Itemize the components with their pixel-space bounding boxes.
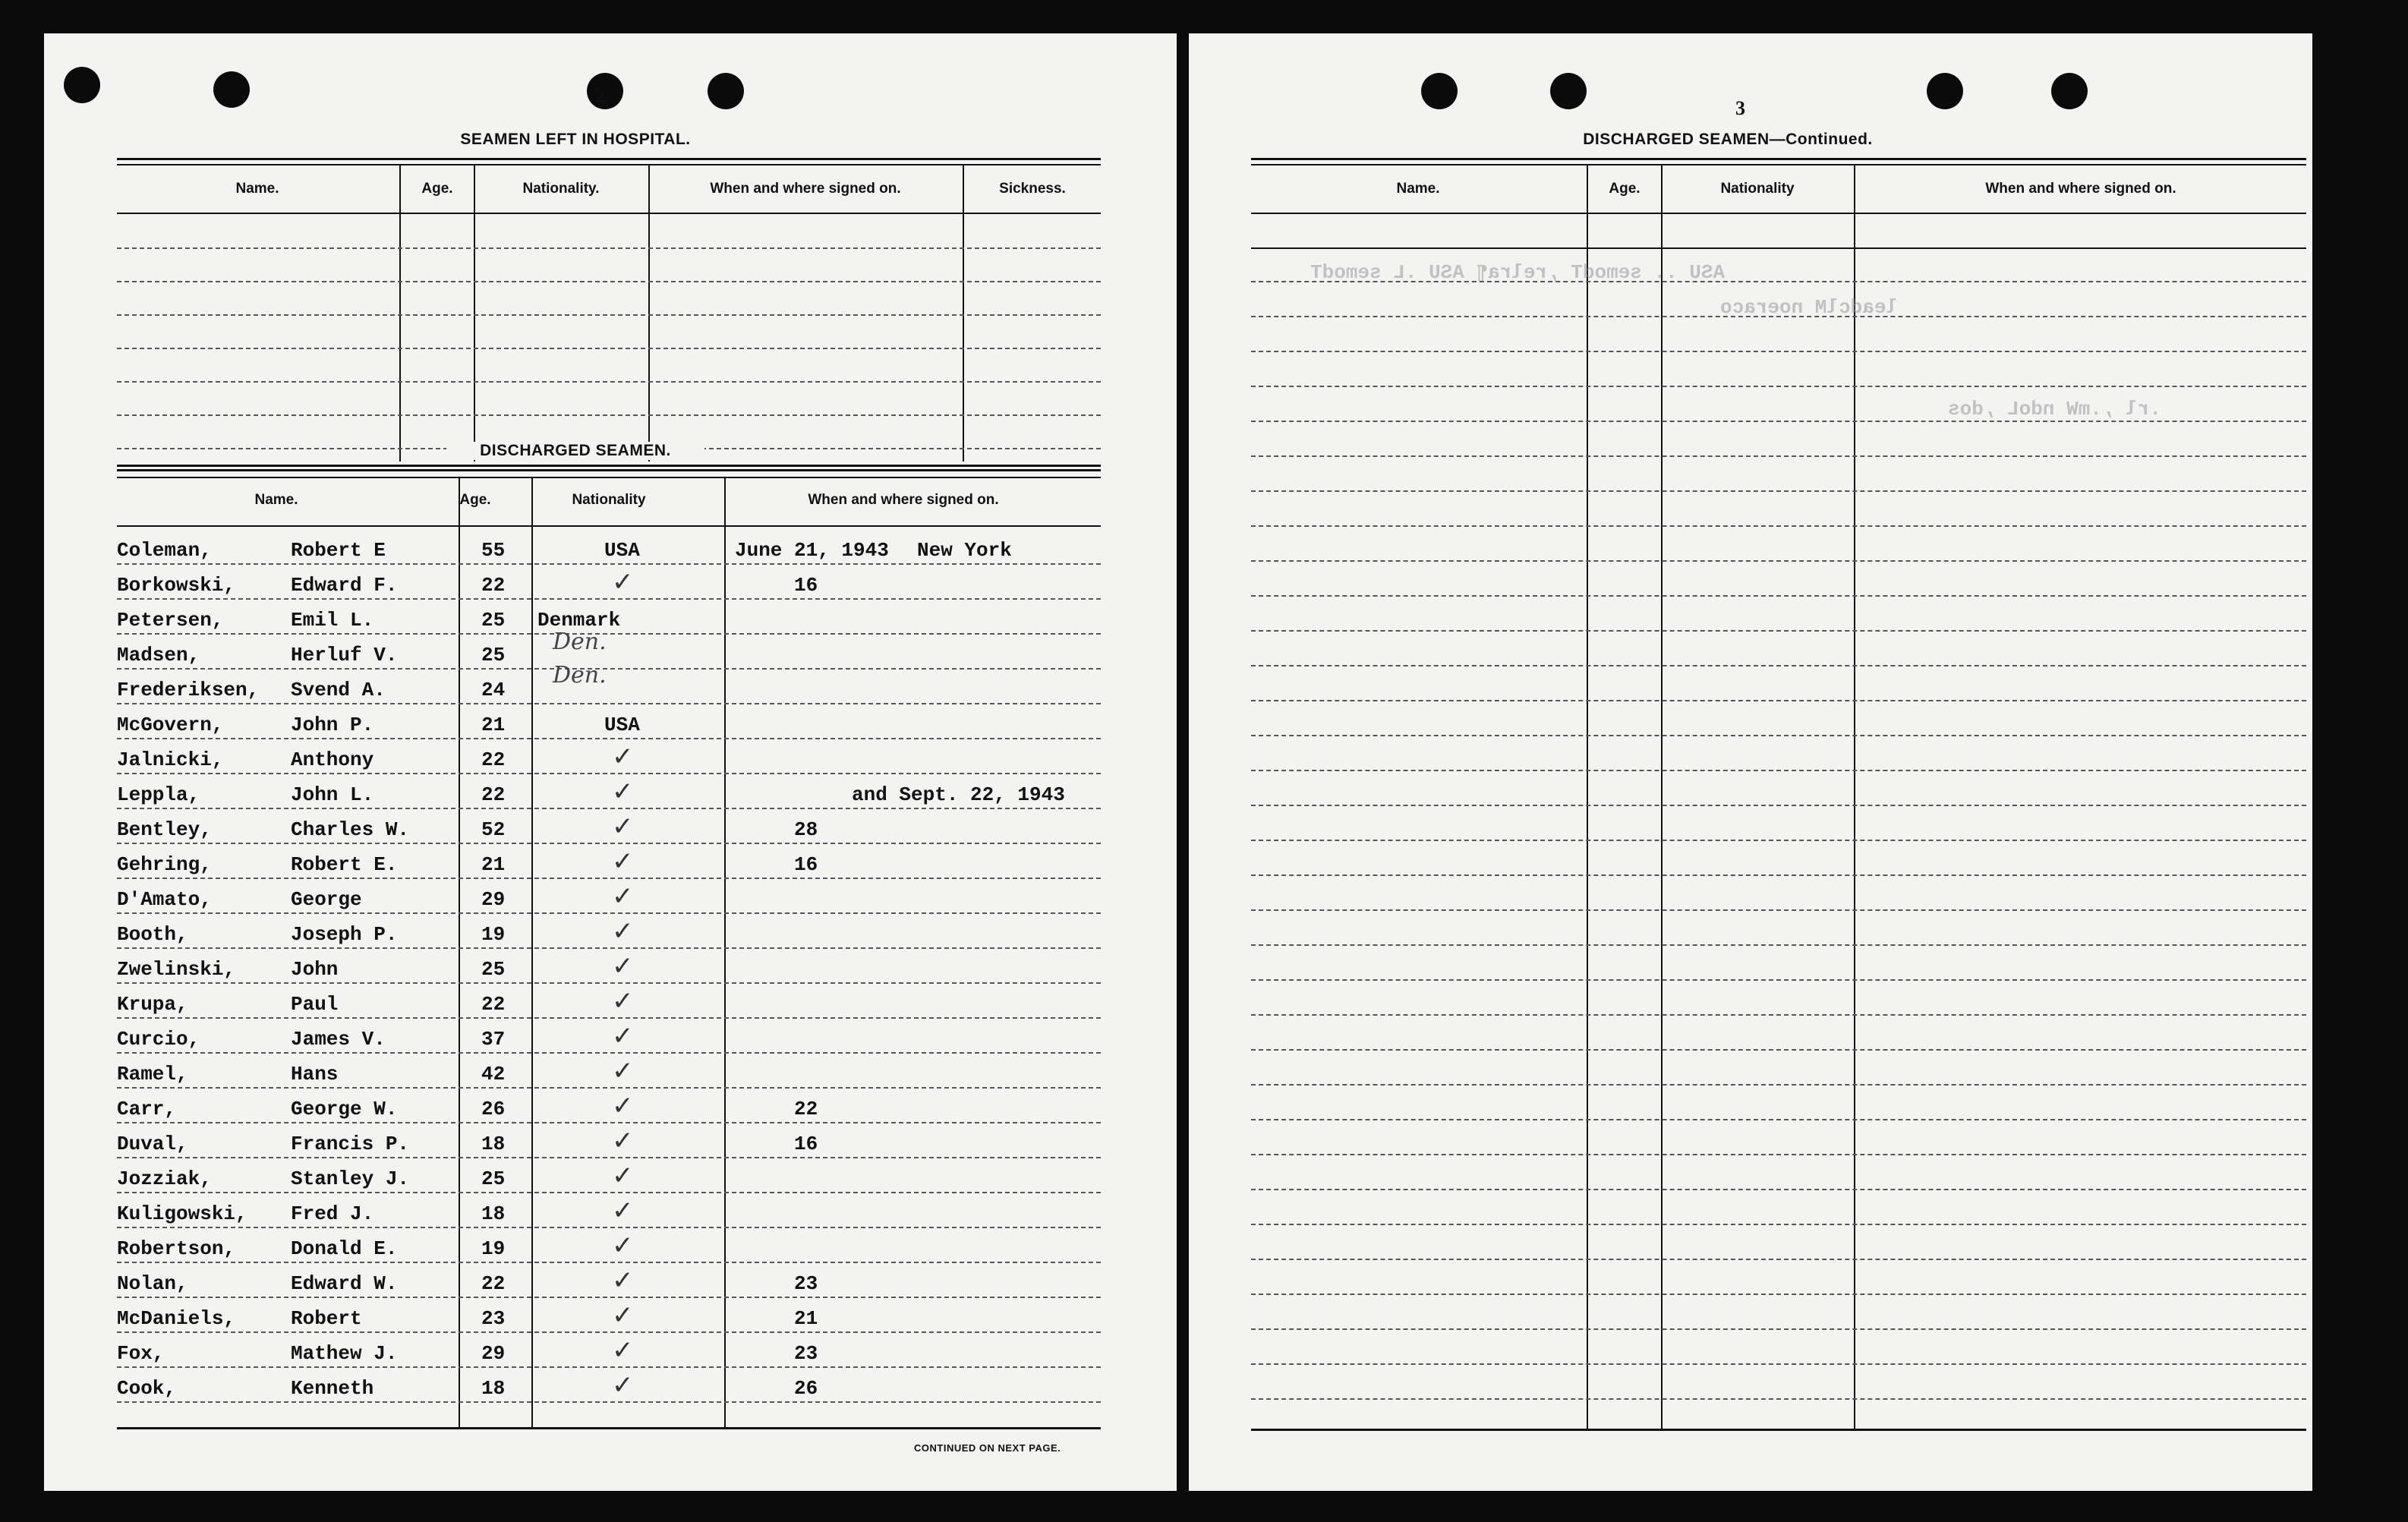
surname: Bentley,: [117, 818, 212, 841]
signed-on: 16: [794, 574, 818, 597]
continued-col-nationality: Nationality: [1720, 181, 1795, 197]
age: 22: [481, 783, 506, 806]
check-mark: ✓: [612, 1091, 634, 1121]
given-name: John P.: [291, 714, 374, 736]
check-mark: ✓: [612, 1300, 634, 1331]
surname: Zwelinski,: [117, 958, 236, 981]
given-name: Svend A.: [291, 679, 386, 701]
age: 55: [481, 539, 506, 562]
check-mark: ✓: [612, 777, 634, 807]
hospital-col-sickness: Sickness.: [999, 181, 1066, 197]
age: 25: [481, 644, 506, 666]
age: 29: [481, 1342, 506, 1365]
discharged-col-signed-on: When and where signed on.: [808, 492, 999, 508]
check-mark: ✓: [612, 1335, 634, 1366]
discharged-col-name: Name.: [254, 492, 298, 508]
discharged-col-nationality: Nationality: [572, 492, 646, 508]
signed-on: 22: [794, 1098, 818, 1120]
age: 25: [481, 958, 506, 981]
punch-hole: [2051, 73, 2088, 109]
signed-on: 23: [794, 1342, 818, 1365]
discharged-col-age: Age.: [459, 492, 491, 508]
signed-on: and Sept. 22, 1943: [852, 783, 1065, 806]
check-mark: ✓: [612, 567, 634, 597]
hospital-col-age: Age.: [421, 181, 453, 197]
surname: McDaniels,: [117, 1307, 236, 1330]
given-name: Hans: [291, 1063, 339, 1086]
given-name: Edward W.: [291, 1272, 398, 1295]
age: 21: [481, 853, 506, 876]
surname: Robertson,: [117, 1237, 236, 1260]
page-number: 3: [1735, 97, 1745, 119]
surname: Duval,: [117, 1133, 188, 1155]
given-name: Emil L.: [291, 609, 374, 632]
given-name: Robert E: [291, 539, 386, 562]
age: 25: [481, 1167, 506, 1190]
age: 22: [481, 993, 506, 1016]
surname: Petersen,: [117, 609, 224, 632]
page-number: 2: [595, 85, 605, 107]
hospital-col-nationality: Nationality.: [522, 181, 600, 197]
hospital-section-title: SEAMEN LEFT IN HOSPITAL.: [460, 131, 691, 148]
age: 42: [481, 1063, 506, 1086]
punch-hole: [1421, 73, 1458, 109]
age: 19: [481, 923, 506, 946]
check-mark: ✓: [612, 881, 634, 912]
age: 37: [481, 1028, 506, 1051]
age: 18: [481, 1377, 506, 1400]
given-name: Francis P.: [291, 1133, 410, 1155]
surname: Ramel,: [117, 1063, 188, 1086]
continued-col-name: Name.: [1396, 181, 1440, 197]
given-name: Donald E.: [291, 1237, 398, 1260]
given-name: Fred J.: [291, 1202, 374, 1225]
surname: Madsen,: [117, 644, 200, 666]
continued-section-title: DISCHARGED SEAMEN—Continued.: [1583, 131, 1873, 148]
given-name: Robert: [291, 1307, 362, 1330]
surname: Cook,: [117, 1377, 177, 1400]
nationality: USA: [604, 714, 640, 736]
hospital-col-signed-on: When and where signed on.: [710, 181, 901, 197]
check-mark: ✓: [612, 1056, 634, 1086]
surname: D'Amato,: [117, 888, 212, 911]
nationality: USA: [604, 539, 640, 562]
continued-col-age: Age.: [1609, 181, 1641, 197]
surname: Borkowski,: [117, 574, 236, 597]
surname: Kuligowski,: [117, 1202, 247, 1225]
bleed-through-text: ASU .. semodT ,relra¶ ASU .L semodT: [1310, 261, 1726, 284]
check-mark: ✓: [612, 1196, 634, 1226]
surname: Fox,: [117, 1342, 165, 1365]
given-name: Edward F.: [291, 574, 398, 597]
check-mark: ✓: [612, 1021, 634, 1051]
signed-on-place: New York: [917, 539, 1012, 562]
punch-hole: [64, 67, 100, 103]
age: 18: [481, 1133, 506, 1155]
given-name: John: [291, 958, 339, 981]
continued-col-signed-on: When and where signed on.: [1985, 181, 2176, 197]
left-page: [44, 33, 1177, 1491]
age: 22: [481, 574, 506, 597]
given-name: Stanley J.: [291, 1167, 410, 1190]
check-mark: ✓: [612, 1370, 634, 1401]
surname: Coleman,: [117, 539, 212, 562]
given-name: John L.: [291, 783, 374, 806]
given-name: Robert E.: [291, 853, 398, 876]
surname: Gehring,: [117, 853, 212, 876]
signed-on: 16: [794, 1133, 818, 1155]
given-name: Anthony: [291, 748, 374, 771]
punch-hole: [1927, 73, 1963, 109]
age: 52: [481, 818, 506, 841]
signed-on: 23: [794, 1272, 818, 1295]
given-name: Charles W.: [291, 818, 410, 841]
check-mark: ✓: [612, 811, 634, 842]
signed-on: 21: [794, 1307, 818, 1330]
age: 25: [481, 609, 506, 632]
hospital-col-name: Name.: [235, 181, 279, 197]
surname: Jozziak,: [117, 1167, 212, 1190]
punch-hole: [708, 73, 744, 109]
age: 26: [481, 1098, 506, 1120]
given-name: Paul: [291, 993, 339, 1016]
age: 24: [481, 679, 506, 701]
surname: Leppla,: [117, 783, 200, 806]
check-mark: ✓: [612, 986, 634, 1016]
surname: Booth,: [117, 923, 188, 946]
surname: Curcio,: [117, 1028, 200, 1051]
age: 22: [481, 748, 506, 771]
bleed-through-text: leadclM noeraco: [1720, 296, 1899, 319]
check-mark: ✓: [612, 1161, 634, 1191]
given-name: Mathew J.: [291, 1342, 398, 1365]
punch-hole: [587, 73, 623, 109]
age: 23: [481, 1307, 506, 1330]
given-name: George W.: [291, 1098, 398, 1120]
signed-on: 28: [794, 818, 818, 841]
continued-note: CONTINUED ON NEXT PAGE.: [914, 1442, 1061, 1454]
surname: Frederiksen,: [117, 679, 260, 701]
discharged-section-title: DISCHARGED SEAMEN.: [446, 442, 704, 460]
surname: McGovern,: [117, 714, 224, 736]
given-name: Joseph P.: [291, 923, 398, 946]
check-mark: ✓: [612, 1265, 634, 1296]
age: 18: [481, 1202, 506, 1225]
surname: Krupa,: [117, 993, 188, 1016]
given-name: James V.: [291, 1028, 386, 1051]
surname: Carr,: [117, 1098, 177, 1120]
check-mark: ✓: [612, 1231, 634, 1261]
surname: Nolan,: [117, 1272, 188, 1295]
punch-hole: [213, 71, 250, 108]
signed-on: June 21, 1943: [735, 539, 889, 562]
handwritten-nationality: Den.: [553, 662, 607, 689]
handwritten-nationality: Den.: [553, 629, 607, 655]
check-mark: ✓: [612, 951, 634, 982]
check-mark: ✓: [612, 1126, 634, 1156]
right-page: [1189, 33, 2312, 1491]
age: 19: [481, 1237, 506, 1260]
punch-hole: [1550, 73, 1587, 109]
bleed-through-text: .rl ,.mW ndoL ,dos: [1948, 398, 2161, 421]
age: 29: [481, 888, 506, 911]
given-name: George: [291, 888, 362, 911]
age: 22: [481, 1272, 506, 1295]
age: 21: [481, 714, 506, 736]
nationality: Denmark: [537, 609, 621, 632]
surname: Jalnicki,: [117, 748, 224, 771]
check-mark: ✓: [612, 846, 634, 877]
signed-on: 16: [794, 853, 818, 876]
given-name: Herluf V.: [291, 644, 398, 666]
signed-on: 26: [794, 1377, 818, 1400]
check-mark: ✓: [612, 916, 634, 947]
given-name: Kenneth: [291, 1377, 374, 1400]
check-mark: ✓: [612, 742, 634, 772]
